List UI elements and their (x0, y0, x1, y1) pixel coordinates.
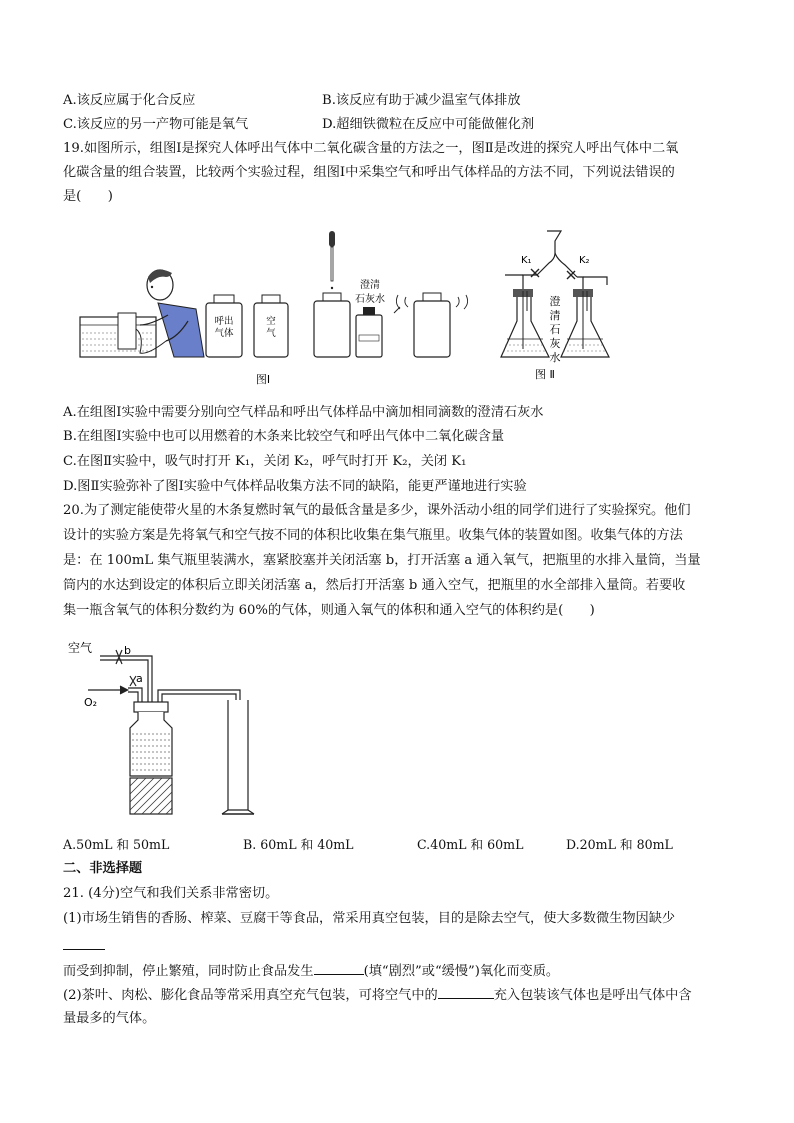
q20-stem-line2: 设计的实验方案是先将氧气和空气按不同的体积比收集在集气瓶里。收集气体的装置如图。收集气体的方法 (63, 528, 683, 543)
svg-text:水: 水 (549, 351, 561, 364)
label-k1: K₁ (521, 255, 532, 266)
bottle-exhaled-gas (206, 295, 242, 357)
support-block (130, 778, 172, 814)
q20-option-a: A.50mL 和 50mL (63, 837, 170, 852)
q21-part2-line2: 量最多的气体。 (63, 1011, 156, 1026)
q19-stem-line3: 是( ) (63, 189, 113, 204)
q18-option-c: C.该反应的另一产物可能是氧气 (63, 117, 249, 132)
caption-figure-1: 图Ⅰ (255, 373, 271, 386)
q21-part1-line2-a: 而受到抑制，停止繁殖，同时防止食品发生 (63, 964, 314, 979)
q19-stem-line2: 化碳含量的组合装置，比较两个实验过程，组图Ⅰ中采集空气和呼出气体样品的方法不同，下列说法错误的 (63, 165, 675, 180)
q21-stem: 21. (4分)空气和我们关系非常密切。 (63, 886, 279, 901)
label-air-inlet: 空气 (68, 641, 93, 655)
q21-part1-line2 (63, 962, 559, 980)
q20-stem-line4: 筒内的水达到设定的体积后立即关闭活塞 a，然后打开活塞 b 通入空气，把瓶里的水全部排入量筒。若要收 (63, 578, 686, 593)
q19-figure-2 (495, 225, 625, 390)
q20-stem-line5: 集一瓶含氧气的体积分数约为 60%的气体，则通入氧气的体积和通入空气的体积约是( ) (63, 603, 595, 618)
label-o2-inlet: O₂ (84, 696, 98, 709)
q19-option-c: C.在图Ⅱ实验中，吸气时打开 K₁，关闭 K₂，呼气时打开 K₂，关闭 K₁ (63, 454, 467, 469)
label-valve-b: b (124, 644, 131, 657)
q21-part1-line2-b: (填“剧烈”或“缓慢”)氧化而变质。 (363, 964, 560, 979)
label-exhaled-1: 呼出 (214, 316, 234, 327)
q21-blank-1-line (63, 937, 105, 955)
q19-figure-1 (78, 225, 488, 395)
q20-option-d: D.20mL 和 80mL (566, 837, 673, 852)
section-heading: 二、非选择题 (63, 861, 143, 876)
label-valve-a: a (136, 672, 143, 685)
limewater-label-2: 石灰水 (355, 294, 385, 305)
flask-left (501, 289, 549, 357)
flask-right (561, 289, 609, 357)
q19-option-b: B.在组图Ⅰ实验中也可以用燃着的木条来比较空气和呼出气体中二氧化碳含量 (63, 429, 505, 444)
bottle-air (254, 295, 288, 357)
label-exhaled-2: 气体 (214, 328, 234, 339)
label-air-1: 空 (266, 316, 276, 327)
q20-figure (62, 636, 292, 822)
graduated-cylinder (222, 700, 254, 814)
label-air-2: 气 (266, 328, 276, 339)
bottle-shake (394, 293, 468, 357)
answer-blank-2[interactable] (314, 962, 364, 975)
q20-stem-line1: 20.为了测定能使带火星的木条复燃时氧气的最低含量是多少，课外活动小组的同学们进行了实验探究。他们 (63, 503, 691, 518)
answer-blank-1[interactable] (63, 937, 105, 950)
q20-stem-line3: 是：在 100mL 集气瓶里装满水，塞紧胶塞并关闭活塞 b，打开活塞 a 通入氧气，把瓶里的水排入量筒，当量 (63, 553, 701, 568)
limewater-vertical-label (550, 295, 561, 364)
answer-blank-3[interactable] (438, 986, 494, 999)
gas-collecting-bottle (130, 712, 172, 776)
svg-text:澄: 澄 (549, 295, 561, 308)
q19-option-d: D.图Ⅱ实验弥补了图Ⅰ实验中气体样品收集方法不同的缺陷，能更严谨地进行实验 (63, 479, 527, 494)
bottle-sample (314, 293, 350, 357)
svg-text:石: 石 (549, 323, 561, 336)
q21-part1-line1: (1)市场生销售的香肠、榨菜、豆腐干等食品，常采用真空包装，目的是除去空气，使大多数微生物因缺少 (63, 911, 676, 926)
q21-part2-line1 (63, 986, 692, 1004)
label-k2: K₂ (579, 255, 590, 266)
q19-stem-line1: 19.如图所示，组图Ⅰ是探究人体呼出气体中二氧化碳含量的方法之一，图Ⅱ是改进的探究人呼出气体中二氧 (63, 141, 679, 156)
svg-text:灰: 灰 (549, 337, 561, 350)
limewater-label-1: 澄清 (360, 280, 380, 291)
q18-option-d: D.超细铁微粒在反应中可能做催化剂 (322, 117, 535, 132)
q18-option-a: A.该反应属于化合反应 (63, 93, 196, 108)
q20-option-c: C.40mL 和 60mL (417, 837, 524, 852)
q19-option-a: A.在组图Ⅰ实验中需要分别向空气样品和呼出气体样品中滴加相同滴数的澄清石灰水 (63, 405, 544, 420)
caption-figure-2: 图 Ⅱ (535, 368, 555, 381)
q21-part2-line1-b: 充入包装该气体也是呼出气体中含 (493, 988, 692, 1003)
q21-part2-line1-a: (2)茶叶、肉松、膨化食品等常采用真空充气包装，可将空气中的 (63, 988, 438, 1003)
svg-text:清: 清 (549, 309, 561, 322)
q18-option-b: B.该反应有助于减少温室气体排放 (322, 93, 521, 108)
limewater-bottle (355, 278, 385, 357)
dropper (329, 231, 335, 296)
q20-option-b: B. 60mL 和 40mL (243, 837, 354, 852)
